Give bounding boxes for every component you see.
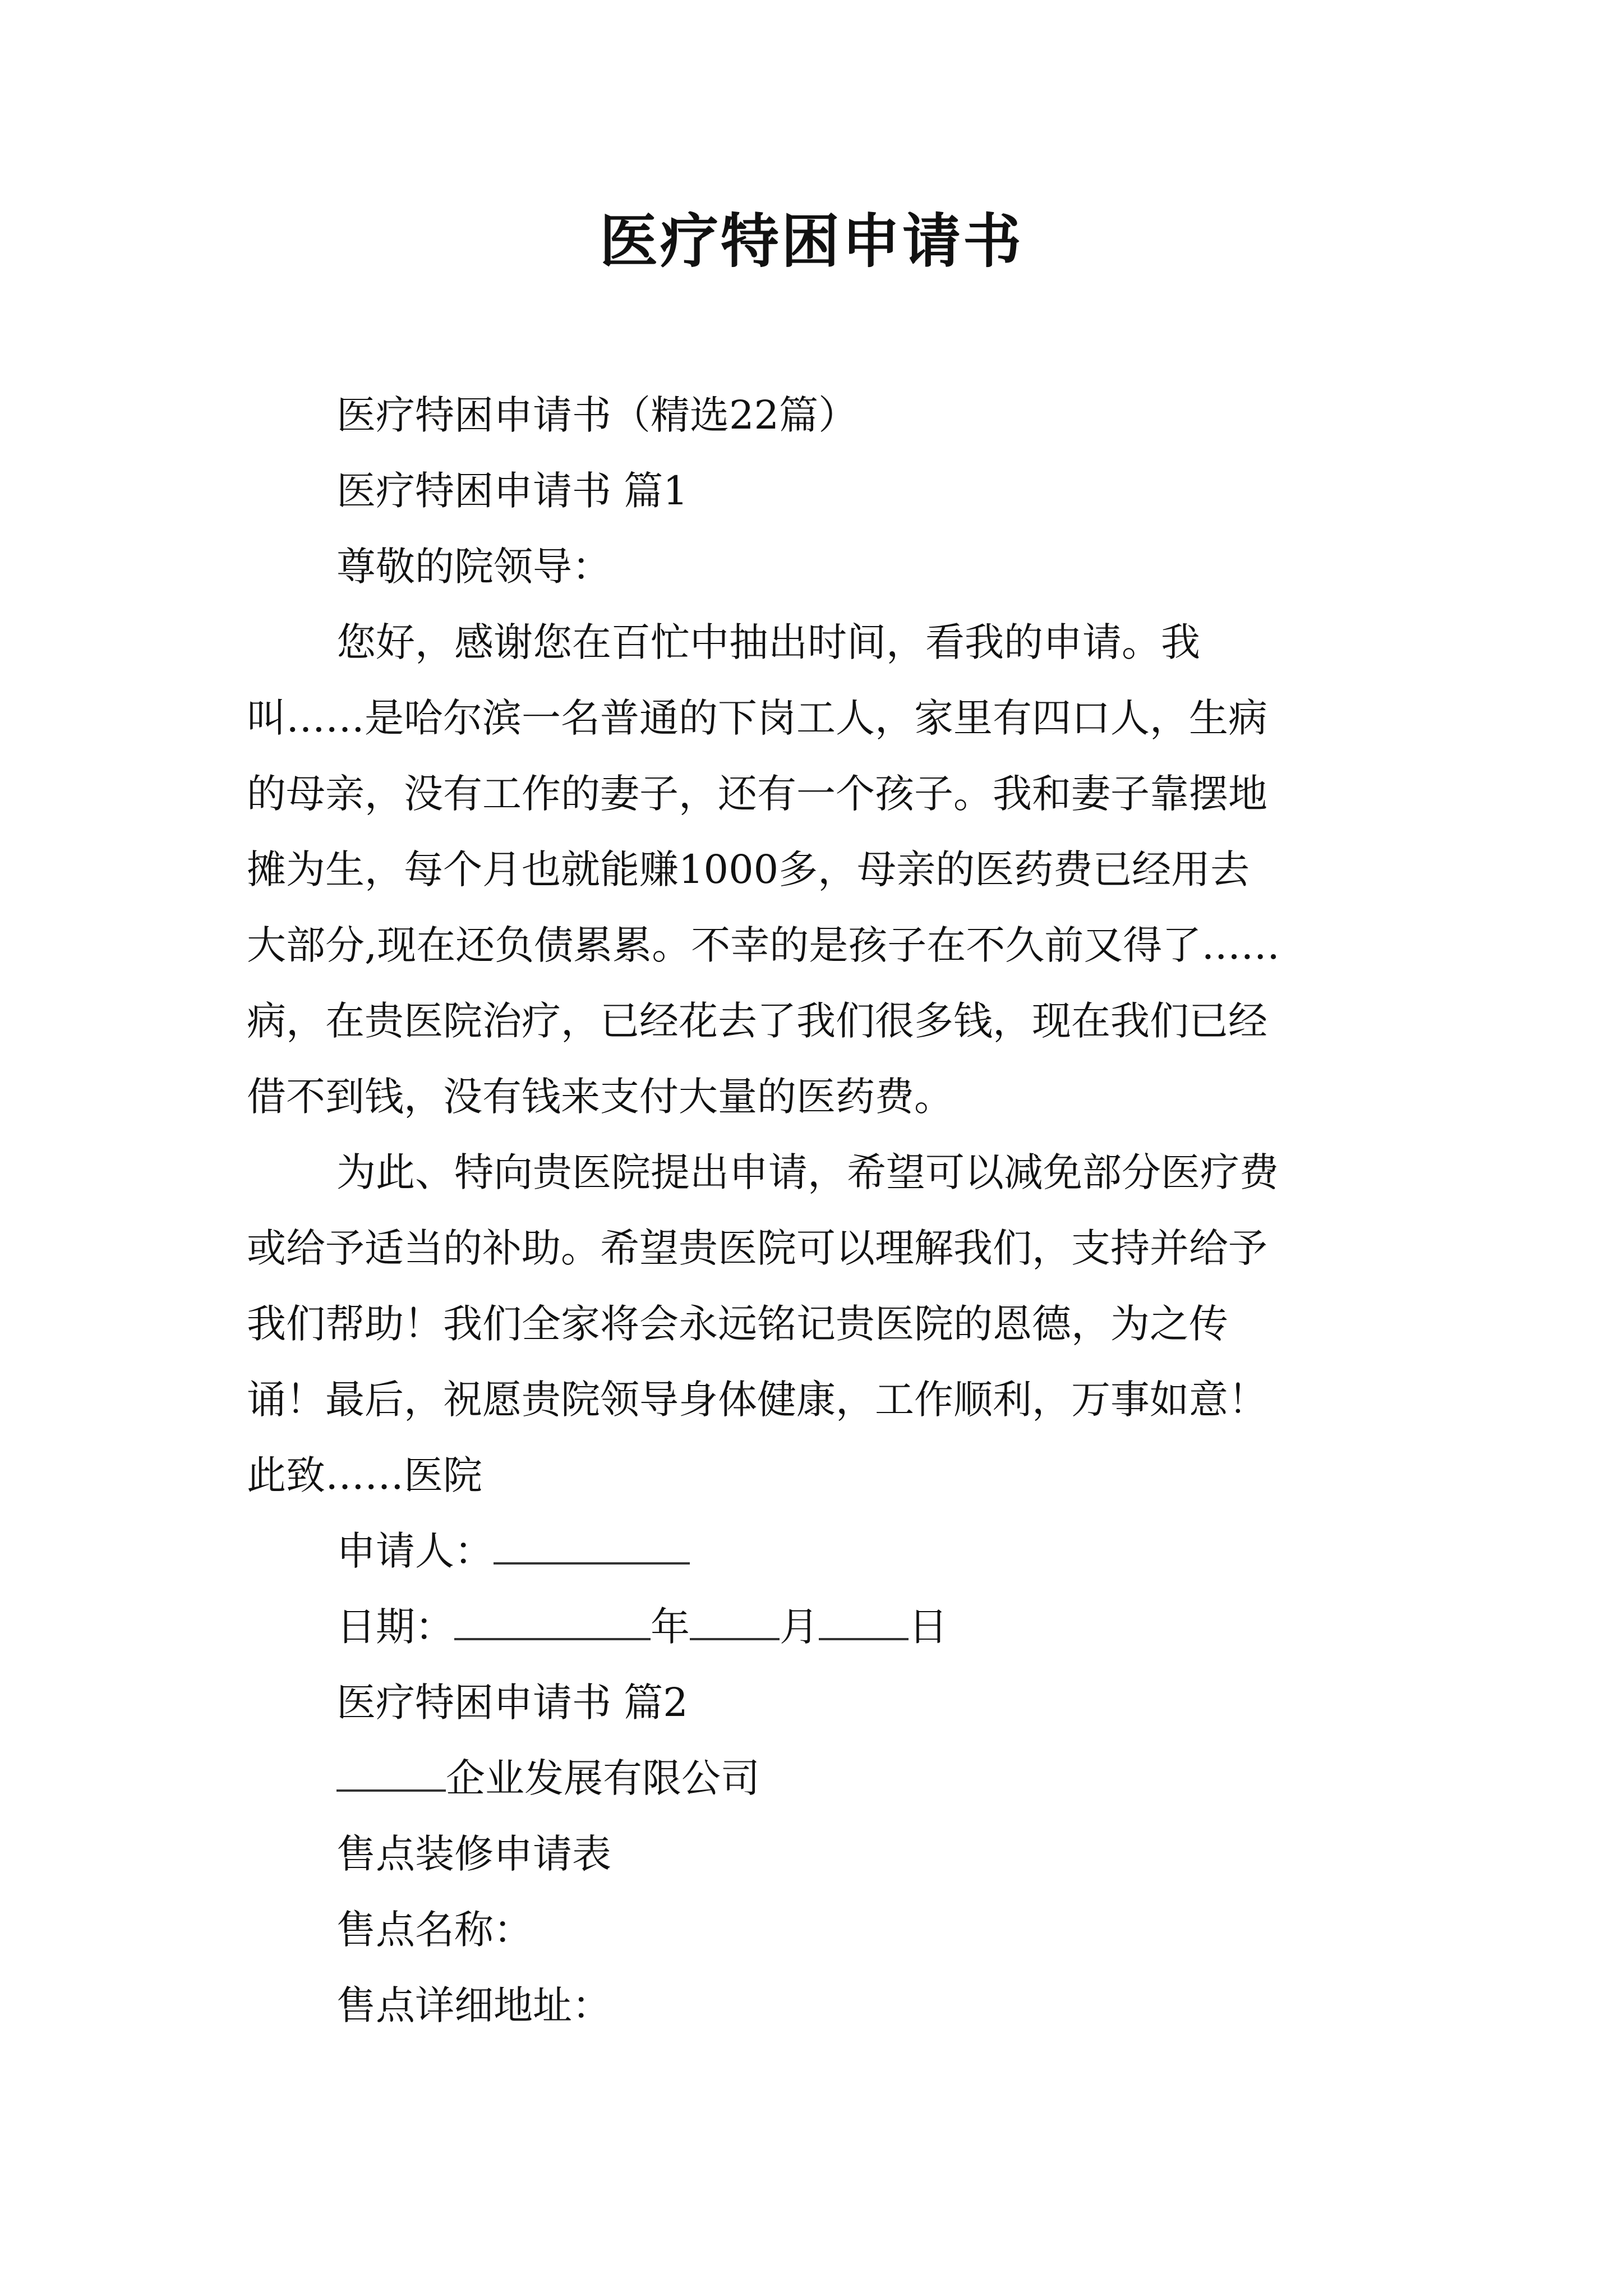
section-heading-2: 医疗特困申请书 篇2: [336, 1680, 688, 1726]
paragraph-1-line: 大部分,现在还负债累累。不幸的是孩子在不久前又得了……: [247, 922, 1280, 968]
paragraph-1-line: 病，在贵医院治疗，已经花去了我们很多钱，现在我们已经: [247, 998, 1267, 1044]
applicant-label: 申请人：: [336, 1528, 494, 1574]
store-address-label: 售点详细地址：: [336, 1982, 611, 2028]
paragraph-2-line: 诵！最后，祝愿贵院领导身体健康，工作顺利，万事如意！: [247, 1377, 1267, 1423]
company-blank: [336, 1750, 446, 1792]
store-name-label: 售点名称：: [336, 1907, 533, 1953]
section-heading-1: 医疗特困申请书 篇1: [336, 468, 688, 514]
company-line: [336, 1750, 760, 1806]
paragraph-2-line: 为此、特向贵医院提出申请，希望可以减免部分医疗费: [336, 1149, 1279, 1195]
year-label: 年: [651, 1604, 690, 1650]
form-title: 售点装修申请表: [336, 1831, 611, 1877]
document-subtitle: 医疗特困申请书（精选22篇）: [336, 392, 858, 438]
paragraph-1-line: 叫……是哈尔滨一名普通的下岗工人，家里有四口人，生病: [247, 695, 1267, 741]
paragraph-1-line: 摊为生，每个月也就能赚1000多，母亲的医药费已经用去: [247, 846, 1250, 892]
month-label: 月: [780, 1604, 819, 1650]
paragraph-2-line: 此致……医院: [247, 1452, 482, 1498]
paragraph-1-line: 您好，感谢您在百忙中抽出时间，看我的申请。我: [336, 619, 1200, 665]
document-title: 医疗特困申请书: [599, 206, 1023, 275]
salutation: 尊敬的院领导：: [336, 544, 611, 590]
applicant-line: [336, 1523, 690, 1579]
paragraph-2-line: 或给予适当的补助。希望贵医院可以理解我们，支持并给予: [247, 1225, 1267, 1271]
company-name: 企业发展有限公司: [446, 1755, 760, 1801]
month-blank: [690, 1599, 780, 1640]
paragraph-1-line: 的母亲，没有工作的妻子，还有一个孩子。我和妻子靠摆地: [247, 771, 1267, 817]
date-label: 日期：: [336, 1604, 454, 1650]
paragraph-1-line: 借不到钱，没有钱来支付大量的医药费。: [247, 1074, 953, 1120]
date-line: [336, 1599, 948, 1655]
applicant-blank: [494, 1523, 690, 1565]
year-blank: [454, 1599, 651, 1640]
day-blank: [819, 1599, 909, 1640]
day-label: 日: [909, 1604, 948, 1650]
paragraph-2-line: 我们帮助！我们全家将会永远铭记贵医院的恩德，为之传: [247, 1301, 1228, 1347]
